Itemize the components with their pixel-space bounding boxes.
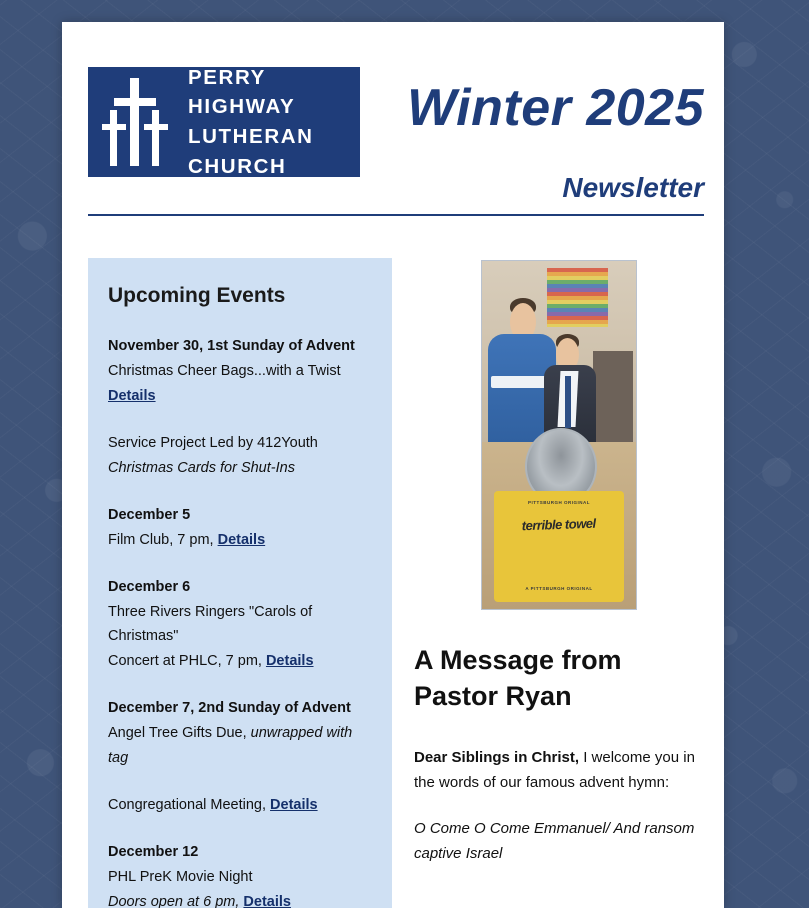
page-subtitle: Newsletter <box>562 172 704 203</box>
event-description: Three Rivers Ringers "Carols of Christmas" <box>108 603 313 645</box>
pastor-message-column <box>414 258 704 908</box>
upcoming-events-heading: Upcoming Events <box>108 284 286 307</box>
message-heading-line1: A Message from <box>414 645 622 675</box>
church-name-line1: PERRY HIGHWAY <box>188 65 296 119</box>
masthead-divider <box>88 214 704 216</box>
event-subdescription: Doors open at 6 pm, <box>108 893 240 908</box>
upcoming-events-panel <box>88 258 392 908</box>
church-name-line2: LUTHERAN CHURCH <box>188 125 314 178</box>
event-item <box>108 503 372 553</box>
message-salutation: Dear Siblings in Christ, <box>414 748 580 766</box>
event-description: Film Club, 7 pm, <box>108 531 214 548</box>
cross-icon <box>100 76 176 168</box>
event-details-link[interactable]: Details <box>108 387 156 404</box>
event-subdescription: Christmas Cards for Shut-Ins <box>108 459 295 476</box>
event-date: December 6 <box>108 578 191 595</box>
event-description: Service Project Led by 412Youth <box>108 434 318 451</box>
newsletter-page <box>62 22 724 908</box>
terrible-towel <box>494 491 623 602</box>
event-description: Angel Tree Gifts Due, <box>108 725 247 742</box>
content-columns <box>62 218 724 908</box>
event-description: Christmas Cheer Bags...with a Twist <box>108 362 341 379</box>
event-date: December 5 <box>108 506 191 523</box>
pastor-photo <box>481 260 637 610</box>
masthead <box>62 22 724 218</box>
event-details-link[interactable]: Details <box>217 531 266 548</box>
event-details-link[interactable]: Details <box>265 653 314 670</box>
event-item <box>108 334 372 409</box>
church-logo <box>88 67 360 177</box>
message-body <box>414 745 704 796</box>
event-item <box>108 793 372 818</box>
event-details-link[interactable]: Details <box>270 797 318 814</box>
event-description-2: Concert at PHLC, 7 pm, <box>108 653 262 670</box>
event-item <box>108 840 372 908</box>
towel-caption-main: terrible towel <box>521 516 597 534</box>
event-description: Congregational Meeting, <box>108 797 266 814</box>
event-item <box>108 575 372 675</box>
message-verse: O Come O Come Emmanuel/ And ransom captive Israel <box>414 819 695 863</box>
event-date: December 7, 2nd Sunday of Advent <box>108 700 351 717</box>
event-subdescription: unwrapped with tag <box>108 725 353 767</box>
event-date: November 30, 1st Sunday of Advent <box>108 338 355 354</box>
message-heading-line2: Pastor Ryan <box>414 681 572 712</box>
event-description: PHL PreK Movie Night <box>108 869 253 885</box>
message-heading <box>414 642 704 715</box>
towel-caption-top: PITTSBURGH ORIGINAL <box>528 499 590 505</box>
page-title: Winter 2025 <box>407 79 704 137</box>
event-item <box>108 696 372 771</box>
message-intro: I welcome you in the words of our famous advent hymn: <box>414 748 695 792</box>
church-name <box>188 63 360 182</box>
event-details-link[interactable]: Details <box>243 893 291 908</box>
event-item <box>108 431 372 481</box>
event-date: December 12 <box>108 844 199 861</box>
towel-caption-bottom: A PITTSBURGH ORIGINAL <box>525 585 593 591</box>
